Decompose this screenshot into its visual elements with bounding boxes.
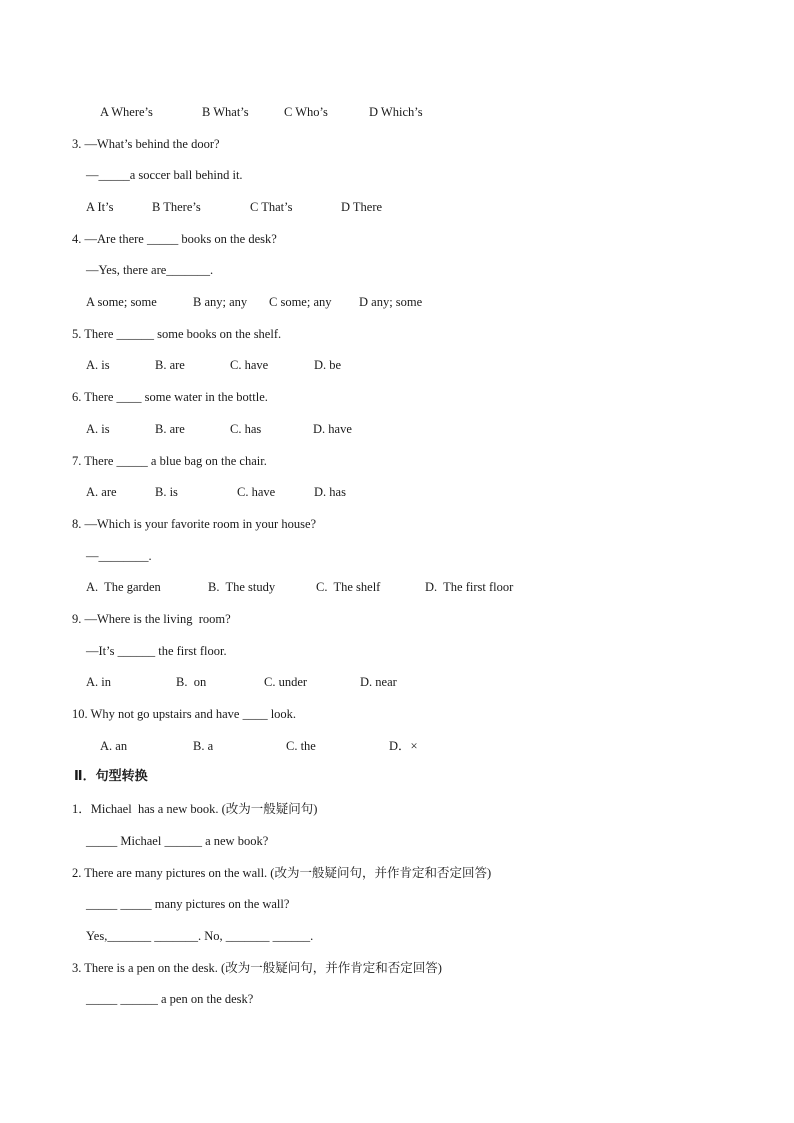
q8-option-d: D. The first floor — [425, 580, 514, 594]
q9-option-a: A. in — [86, 675, 111, 689]
transform-2-answer-line: Yes,_______ _______. No, _______ ______. — [86, 929, 314, 943]
q3-stem: 3. —What’s behind the door? — [72, 137, 220, 151]
q7-stem: 7. There _____ a blue bag on the chair. — [72, 454, 267, 468]
q10-option-a: A. an — [100, 739, 128, 753]
q8-option-a: A. The garden — [86, 580, 161, 594]
q9-option-d: D. near — [360, 675, 397, 689]
q4-option-b: B any; any — [193, 295, 248, 309]
q2-option-c: C Who’s — [284, 105, 328, 119]
q3-option-d: D There — [341, 200, 383, 214]
q9-option-c: C. under — [264, 675, 308, 689]
q8-option-c: C. The shelf — [316, 580, 381, 594]
transform-1-stem: 1．Michael has a new book. (改为一般疑问句) — [72, 802, 318, 816]
q3-option-a: A It’s — [86, 200, 114, 214]
q3-option-c: C That’s — [250, 200, 293, 214]
q8-answer-line: —________. — [86, 549, 152, 563]
q6-option-a: A. is — [86, 422, 110, 436]
q5-stem: 5. There ______ some books on the shelf. — [72, 327, 282, 341]
q4-stem: 4. —Are there _____ books on the desk? — [72, 232, 277, 246]
q10-option-c: C. the — [286, 739, 316, 753]
q2-option-a: A Where’s — [100, 105, 153, 119]
section-2-heading: Ⅱ．句型转换 — [74, 769, 148, 784]
q3-answer-line: —_____a soccer ball behind it. — [86, 168, 243, 182]
q4-option-c: C some; any — [269, 295, 332, 309]
q3-option-b: B There’s — [152, 200, 201, 214]
q9-answer-line: —It’s ______ the first floor. — [86, 644, 227, 658]
q7-option-c: C. have — [237, 485, 276, 499]
q4-answer-line: —Yes, there are_______. — [86, 263, 214, 277]
q4-option-a: A some; some — [86, 295, 157, 309]
q6-option-c: C. has — [230, 422, 262, 436]
q9-option-b: B. on — [176, 675, 207, 689]
q5-option-b: B. are — [155, 358, 185, 372]
q8-option-b: B. The study — [208, 580, 276, 594]
transform-3-blank-line: _____ ______ a pen on the desk? — [86, 992, 254, 1006]
transform-2-blank-line: _____ _____ many pictures on the wall? — [86, 897, 290, 911]
transform-1-blank-line: _____ Michael ______ a new book? — [86, 834, 269, 848]
q5-option-d: D. be — [314, 358, 342, 372]
q6-stem: 6. There ____ some water in the bottle. — [72, 390, 268, 404]
q7-option-b: B. is — [155, 485, 178, 499]
transform-3-stem: 3. There is a pen on the desk. (改为一般疑问句，并作肯定和否定回答) — [72, 961, 442, 975]
q10-option-d: D．× — [389, 739, 418, 753]
q6-option-d: D. have — [313, 422, 352, 436]
q4-option-d: D any; some — [359, 295, 423, 309]
q2-option-b: B What’s — [202, 105, 249, 119]
q2-option-d: D Which’s — [369, 105, 423, 119]
q5-option-c: C. have — [230, 358, 269, 372]
q8-stem: 8. —Which is your favorite room in your house? — [72, 517, 317, 531]
q10-option-b: B. a — [193, 739, 214, 753]
q5-option-a: A. is — [86, 358, 110, 372]
q7-option-d: D. has — [314, 485, 346, 499]
transform-2-stem: 2. There are many pictures on the wall. (改为一般疑问句，并作肯定和否定回答) — [72, 866, 492, 880]
q10-stem: 10. Why not go upstairs and have ____ look. — [72, 707, 297, 721]
q7-option-a: A. are — [86, 485, 117, 499]
q9-stem: 9. —Where is the living room? — [72, 612, 231, 626]
q6-option-b: B. are — [155, 422, 185, 436]
